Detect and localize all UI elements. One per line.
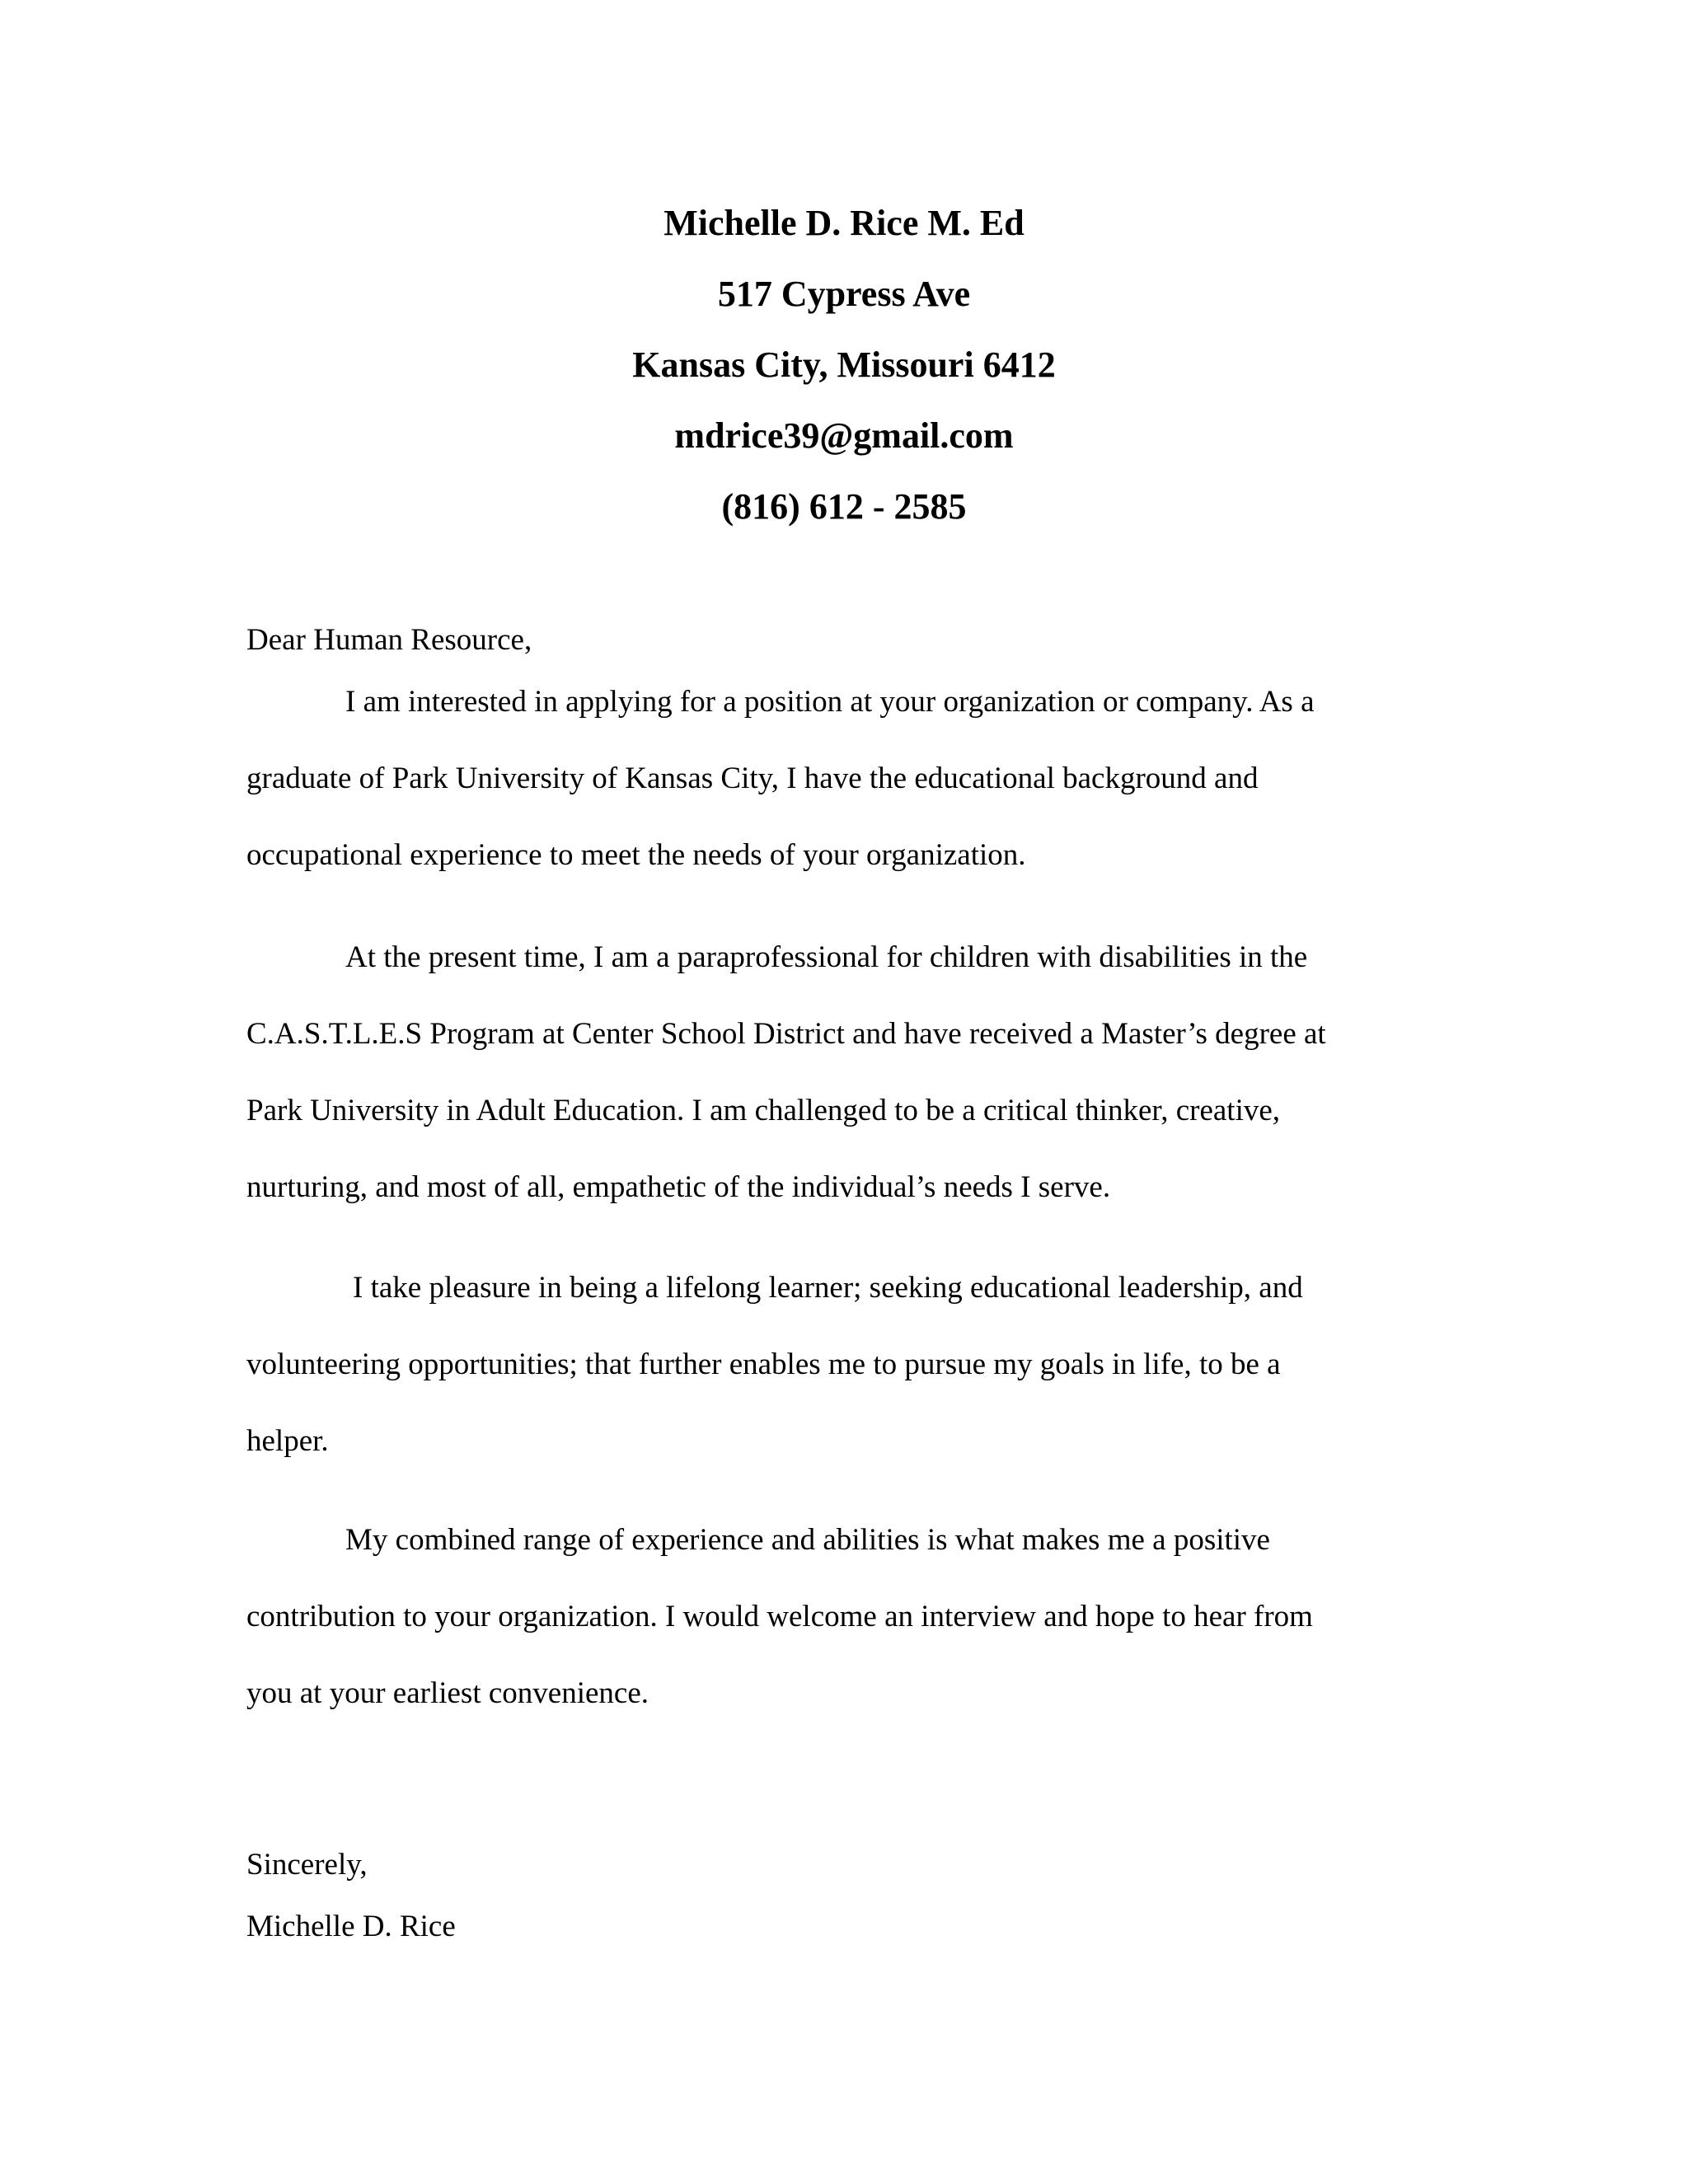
paragraph-line: volunteering opportunities; that further enables me to pursue my goals in life, to be a <box>246 1347 1281 1381</box>
sender-street: 517 Cypress Ave <box>717 274 971 314</box>
paragraph-3 <box>246 1268 1433 1497</box>
letter-header <box>0 188 1688 542</box>
paragraph-1 <box>246 682 1433 912</box>
paragraph-line: I am interested in applying for a position at your organization or company. As a <box>345 685 1315 719</box>
signature-name: Michelle D. Rice <box>246 1910 456 1943</box>
paragraph-2 <box>246 937 1433 1244</box>
closing: Sincerely, <box>246 1848 368 1882</box>
paragraph-line: helper. <box>246 1424 329 1458</box>
sender-phone: (816) 612 - 2585 <box>721 486 967 527</box>
paragraph-line: At the present time, I am a paraprofessional for children with disabilities in the <box>345 940 1308 974</box>
paragraph-line: contribution to your organization. I would welcome an interview and hope to hear from <box>246 1600 1313 1633</box>
paragraph-line: Park University in Adult Education. I am challenged to be a critical thinker, creative, <box>246 1094 1281 1127</box>
sender-name: Michelle D. Rice M. Ed <box>663 203 1025 243</box>
paragraph-line: I take pleasure in being a lifelong learner; seeking educational leadership, and <box>353 1271 1303 1305</box>
paragraph-line: graduate of Park University of Kansas City, I have the educational background and <box>246 762 1259 795</box>
paragraph-line: C.A.S.T.L.E.S Program at Center School District and have received a Master’s degree at <box>246 1017 1326 1051</box>
paragraph-line: you at your earliest convenience. <box>246 1676 649 1710</box>
sender-city: Kansas City, Missouri 6412 <box>632 344 1056 385</box>
paragraph-line: My combined range of experience and abilities is what makes me a positive <box>345 1523 1270 1557</box>
paragraph-line: occupational experience to meet the needs of your organization. <box>246 838 1026 872</box>
sender-email: mdrice39@gmail.com <box>674 415 1014 456</box>
paragraph-line: nurturing, and most of all, empathetic of the individual’s needs I serve. <box>246 1170 1111 1204</box>
paragraph-4 <box>246 1520 1433 1750</box>
salutation: Dear Human Resource, <box>246 623 532 657</box>
